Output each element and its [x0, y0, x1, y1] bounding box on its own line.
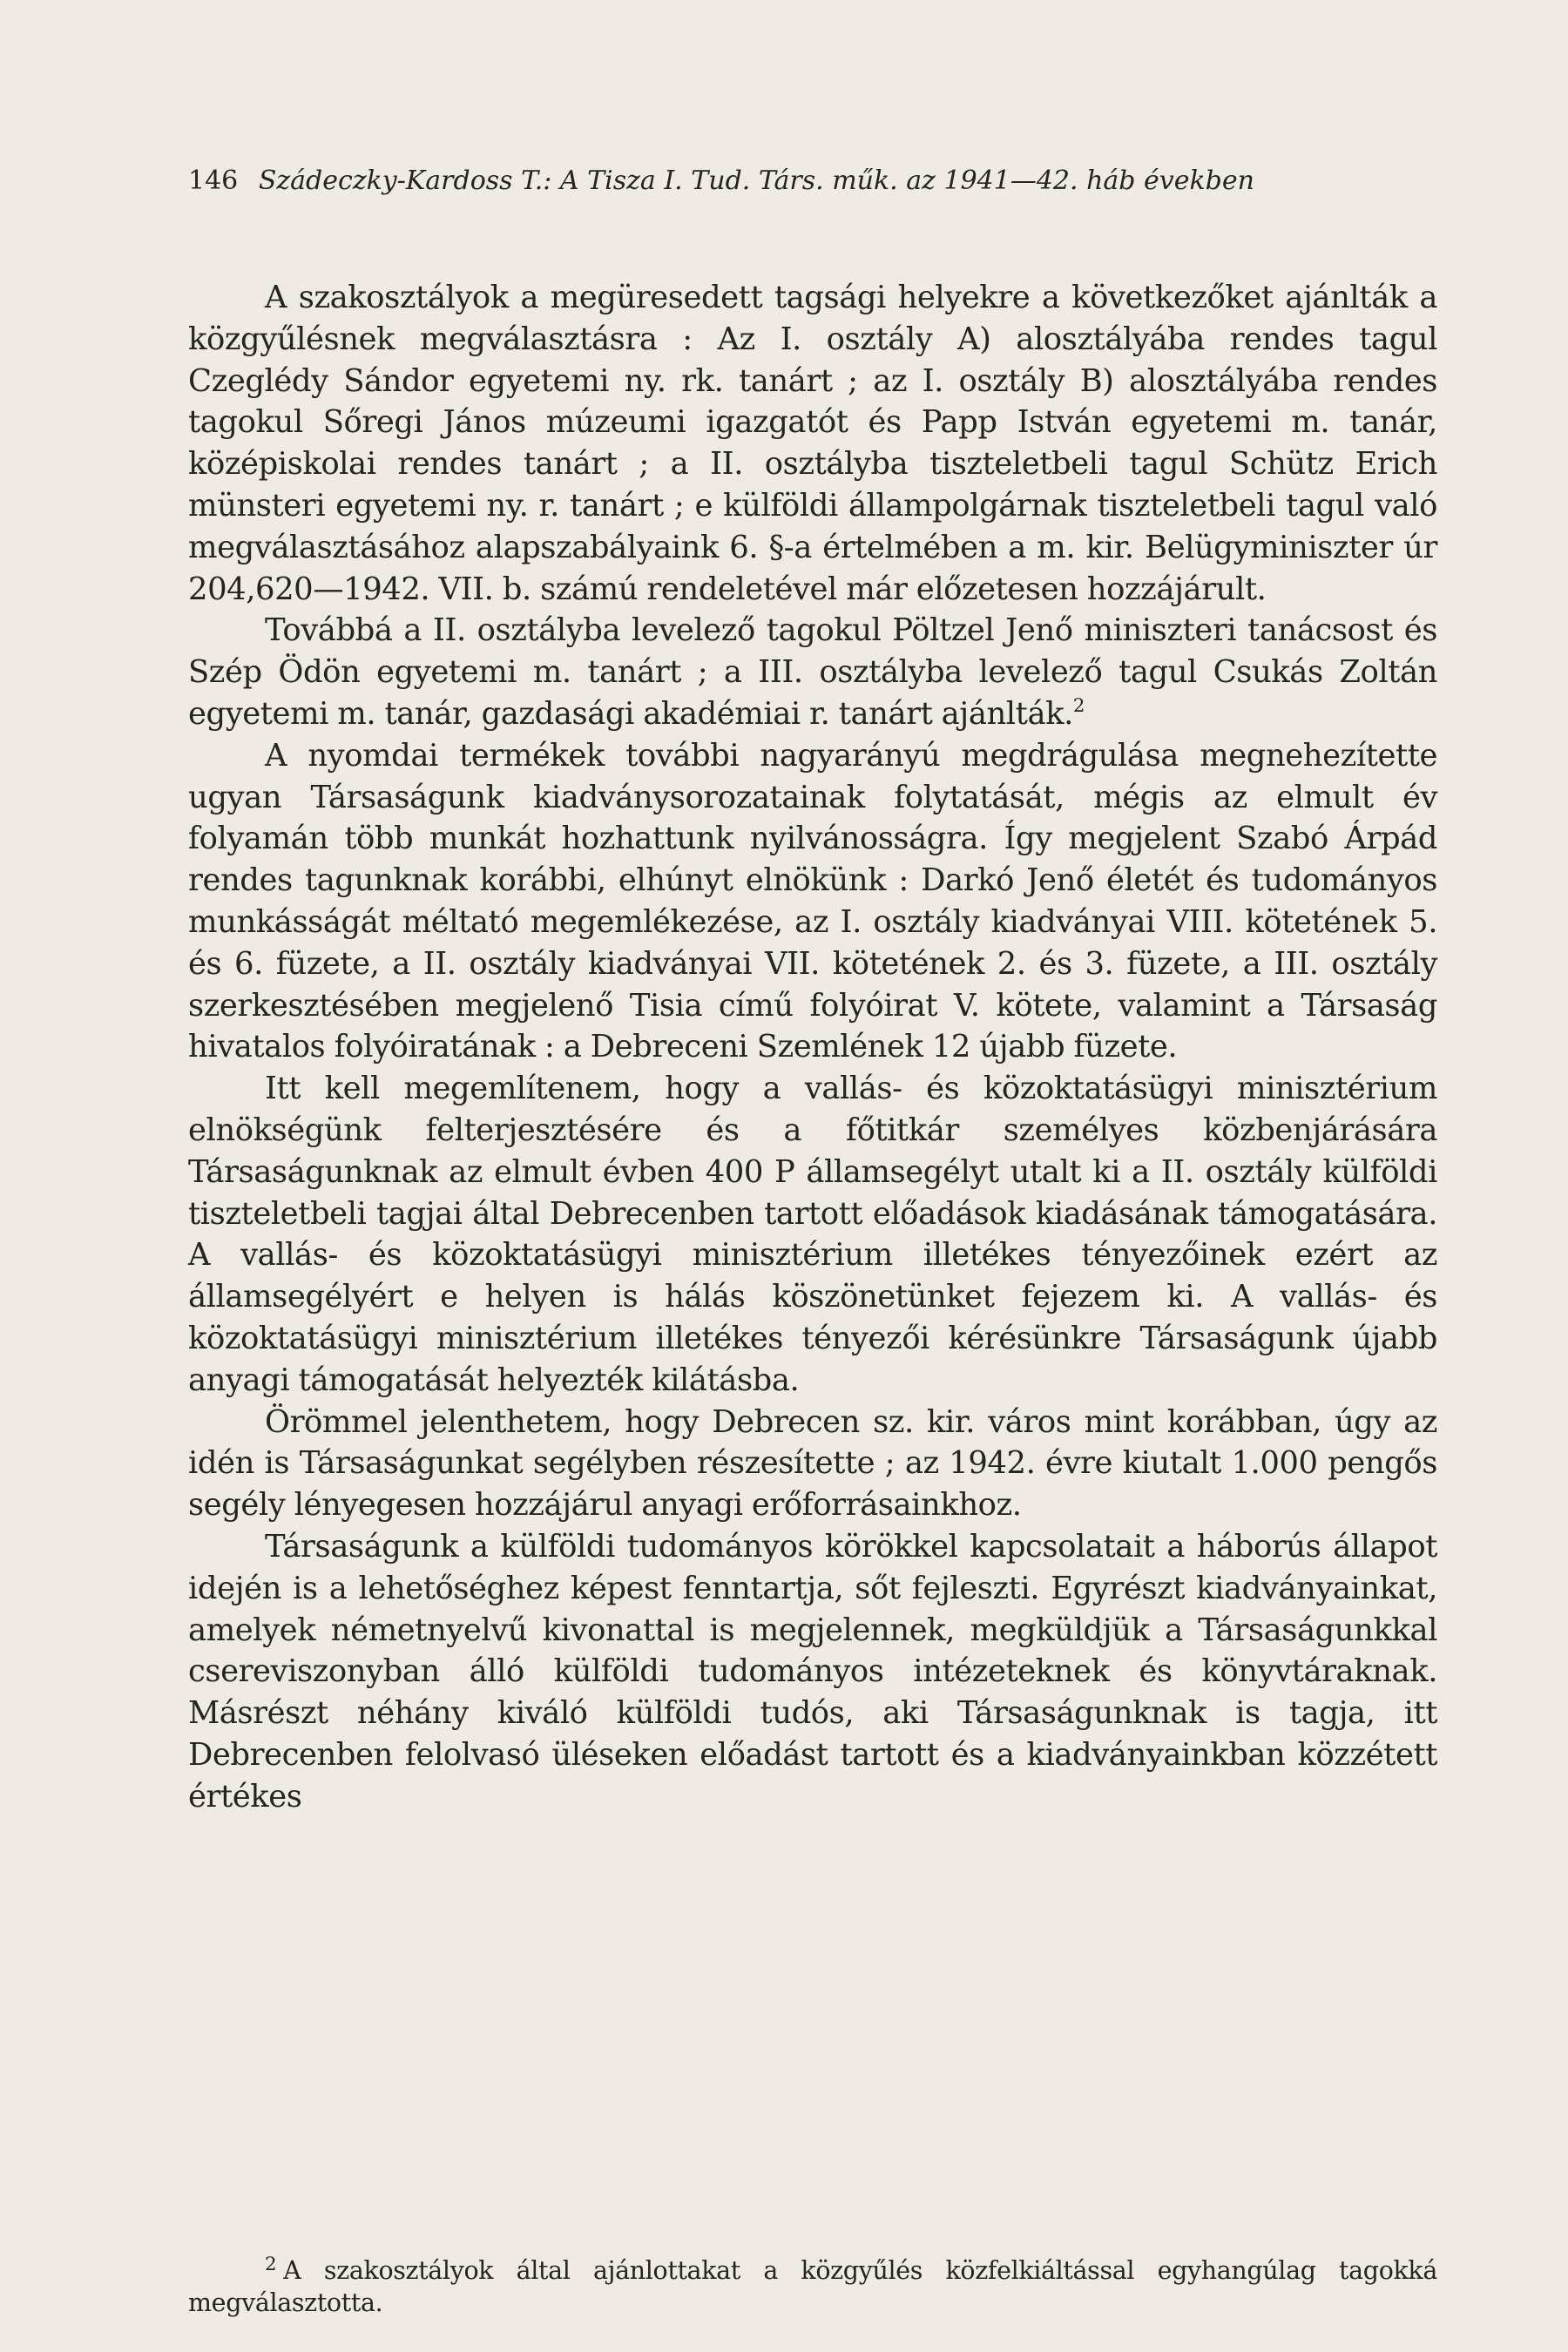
paragraph [188, 610, 1437, 734]
running-header [188, 162, 1390, 200]
footnote-marker: 2 [265, 2254, 277, 2276]
paragraph: A nyomdai termékek további nagyarányú megdrágulása megnehezítette ugyan Társaságunk kiadványsorozatainak folytatását, mégis az elmult év folyamán több munkát hozhattunk nyilvánosságra. Így megjelent Szabó Árpád rendes tagunknak korábbi, elhúnyt elnökünk : Darkó Jenő életét és tudományos munkásságát méltató megemlékezése, az I. osztály kiadványai VIII. kötetének 5. és 6. füzete, a II. osztály kiadványai VII. kötetének 2. és 3. füzete, a III. osztály szerkesztésében megjelenő Tisia című folyóirat V. kötete, valamint a Társaság hivatalos folyóiratának : a Debreceni Szemlének 12 újabb füzete. [188, 737, 1437, 1065]
body-text [188, 277, 1437, 1817]
footnote-text: A szakosztályok által ajánlottakat a közgyűlés közfelkiáltással egyhangúlag tagokká megválasztotta. [188, 2256, 1437, 2317]
paragraph: A szakosztályok a megüresedett tagsági helyekre a következőket ajánlták a közgyűlésnek megválasztásra : Az I. osztály A) alosztályába rendes tagul Czeglédy Sándor egyetemi ny. rk. tanárt ; az I. osztály B) alosztályába rendes tagokul Sőregi János múzeumi igazgatót és Papp István egyetemi m. tanár, középiskolai rendes tanárt ; a II. osztályba tiszteletbeli tagul Schütz Erich münsteri egyetemi ny. r. tanárt ; e külföldi állampolgárnak tiszteletbeli tagul való megválasztásához alapszabályaink 6. §-a értelmében a m. kir. Belügyminiszter úr 204,620—1942. VII. b. számú rendeletével már előzetesen hozzájárult. [188, 280, 1437, 607]
paragraph-text: Továbbá a II. osztályba levelező tagokul Pöltzel Jenő miniszteri tanácsost és Szép Ödön egyetemi m. tanárt ; a III. osztályba levelező tagul Csukás Zoltán egyetemi m. tanár, gazdasági akadémiai r. tanárt ajánlták. [188, 612, 1437, 732]
page-number: 146 [188, 166, 239, 196]
footnote-reference: 2 [1072, 695, 1085, 718]
running-title: Szádeczky-Kardoss T.: A Tisza I. Tud. Társ. műk. az 1941—42. háb években [258, 166, 1254, 196]
paragraph: Örömmel jelenthetem, hogy Debrecen sz. kir. város mint korábban, úgy az idén is Társaságunkat segélyben részesítette ; az 1942. évre kiutalt 1.000 pengős segély lényegesen hozzájárul anyagi erőforrásainkhoz. [188, 1403, 1437, 1524]
footnote [188, 2254, 1437, 2319]
paragraph: Itt kell megemlítenem, hogy a vallás- és közoktatásügyi minisztérium elnökségünk felterjesztésére és a főtitkár személyes közbenjárására Társaságunknak az elmult évben 400 P államsegélyt utalt ki a II. osztály külföldi tiszteletbeli tagjai által Debrecenben tartott előadások kiadásának támogatására. A vallás- és közoktatásügyi minisztérium illetékes tényezőinek ezért az államsegélyért e helyen is hálás köszönetünket fejezem ki. A vallás- és közoktatásügyi minisztérium illetékes tényezői kérésünkre Társaságunk újabb anyagi támogatását helyezték kilátásba. [188, 1071, 1437, 1398]
paragraph: Társaságunk a külföldi tudományos körökkel kapcsolatait a háborús állapot idején is a lehetőséghez képest fenntartja, sőt fejleszti. Egyrészt kiadványainkat, amelyek németnyelvű kivonattal is megjelennek, megküldjük a Társaságunkkal csereviszonyban álló külföldi tudományos intézeteknek és könyvtáraknak. Másrészt néhány kiváló külföldi tudós, aki Társaságunknak is tagja, itt Debrecenben felolvasó üléseken előadást tartott és a kiadványainkban közzétett értékes [188, 1528, 1437, 1815]
